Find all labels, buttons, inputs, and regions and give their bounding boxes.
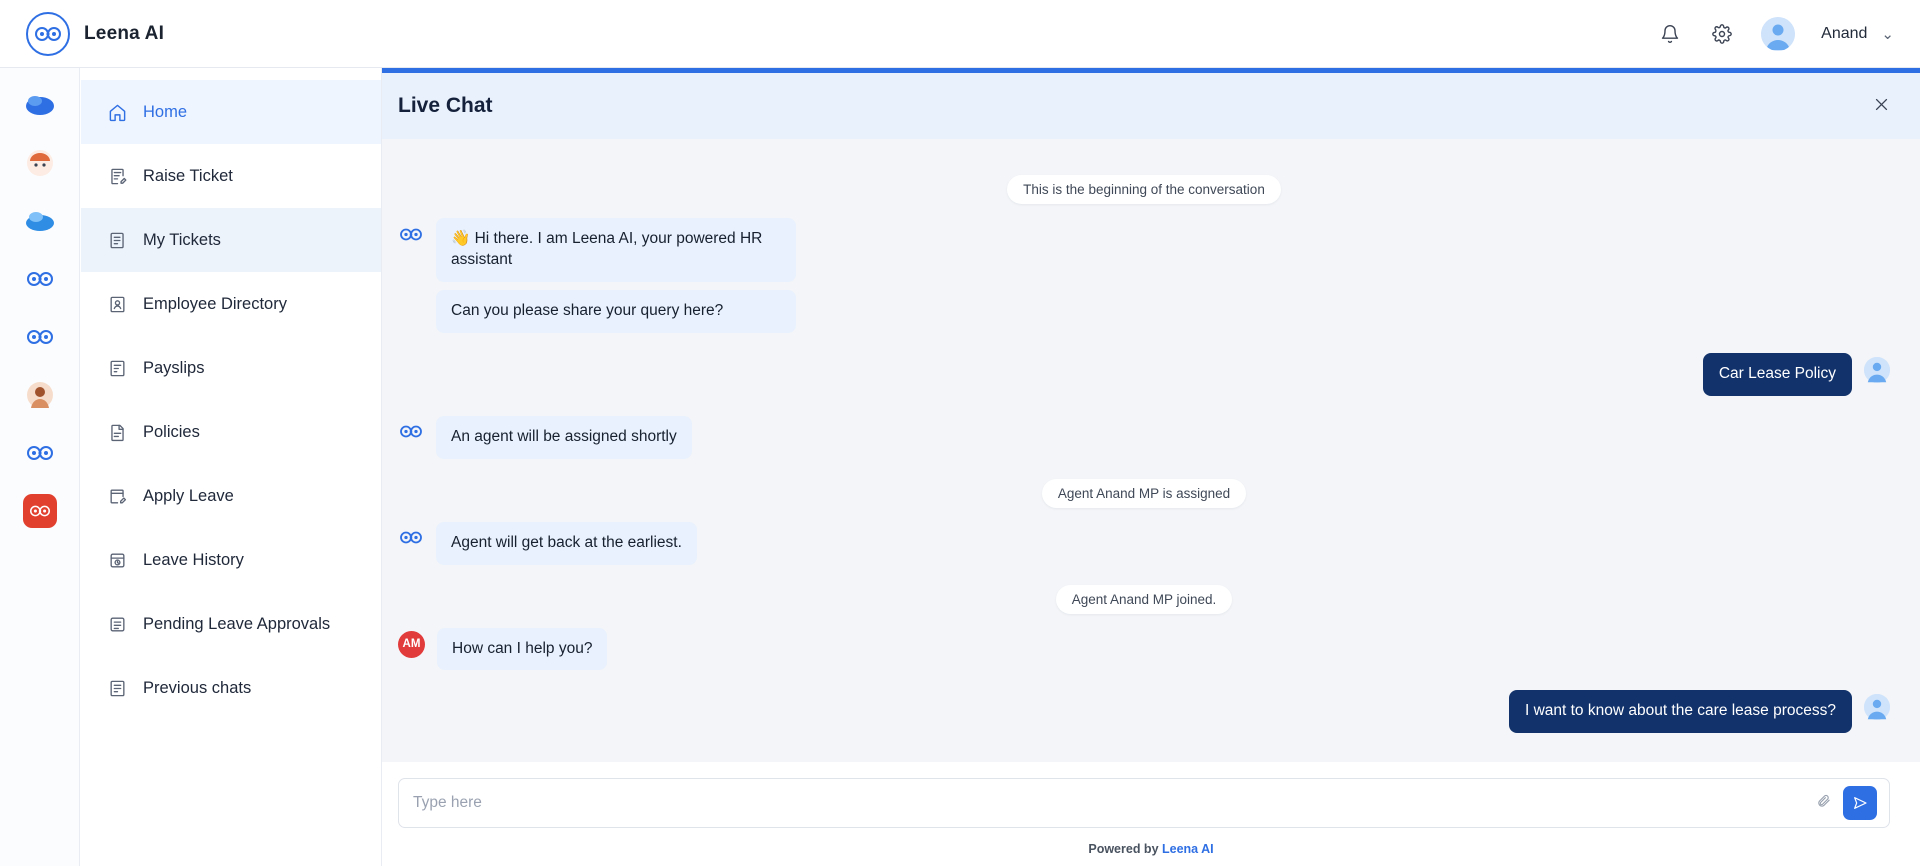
powered-by (382, 834, 1920, 866)
brand-name: Leena AI (84, 22, 165, 44)
previous-chats-icon (107, 678, 127, 698)
leena-bot-glyph (35, 25, 61, 43)
rail-item-6[interactable] (21, 376, 59, 414)
sidebar-item-payslips[interactable] (81, 336, 381, 400)
message-bubble: Can you please share your query here? (436, 290, 796, 333)
chat-composer-area (382, 762, 1920, 834)
top-bar (0, 0, 1920, 68)
sidebar-item-raise-ticket[interactable] (81, 144, 381, 208)
sidebar-item-label: My Tickets (143, 230, 221, 249)
pending-approvals-icon (107, 614, 127, 634)
app-rail (0, 68, 80, 866)
leena-ai-link[interactable]: Leena AI (1162, 842, 1214, 856)
user-avatar-icon (1864, 694, 1890, 720)
message-bubble: Car Lease Policy (1703, 353, 1852, 396)
agent-avatar: AM (398, 631, 425, 658)
user-avatar-icon (1761, 17, 1795, 51)
sidebar-nav (81, 68, 382, 866)
sidebar-item-policies[interactable] (81, 400, 381, 464)
rail-item-2[interactable] (21, 144, 59, 182)
sidebar-item-label: Payslips (143, 358, 205, 377)
sidebar-item-previous-chats[interactable] (81, 656, 381, 720)
system-pill: Agent Anand MP is assigned (1042, 479, 1246, 508)
page-title: Live Chat (398, 94, 493, 117)
sidebar-item-label: Apply Leave (143, 486, 234, 505)
sidebar-item-label: Policies (143, 422, 200, 441)
chat-composer[interactable] (398, 778, 1890, 828)
rail-item-7[interactable] (21, 434, 59, 472)
sidebar-item-label: Leave History (143, 550, 244, 569)
rail-item-8[interactable] (21, 492, 59, 530)
leave-history-icon (107, 550, 127, 570)
rail-item-5[interactable] (21, 318, 59, 356)
live-chat-panel (382, 68, 1920, 866)
leena-bot-icon (398, 525, 424, 551)
conversation-start-notice (398, 175, 1890, 204)
message-user-car-lease-policy (398, 353, 1890, 396)
directory-icon (107, 294, 127, 314)
system-pill: Agent Anand MP joined. (1056, 585, 1233, 614)
send-button[interactable] (1843, 786, 1877, 820)
leena-bot-icon (398, 221, 424, 247)
chevron-down-icon[interactable]: ⌄ (1881, 25, 1894, 43)
payslip-icon (107, 358, 127, 378)
chat-message-list[interactable] (382, 139, 1920, 762)
gear-icon[interactable] (1709, 21, 1735, 47)
brand[interactable] (26, 12, 164, 56)
sidebar-item-label: Raise Ticket (143, 166, 233, 185)
tickets-icon (107, 230, 127, 250)
bell-icon[interactable] (1657, 21, 1683, 47)
powered-by-text: Powered by (1088, 842, 1162, 856)
close-icon[interactable] (1873, 95, 1890, 117)
message-user-car-lease-process (398, 690, 1890, 733)
policy-icon (107, 422, 127, 442)
sidebar-item-apply-leave[interactable] (81, 464, 381, 528)
message-bubble: An agent will be assigned shortly (436, 416, 692, 459)
apply-leave-icon (107, 486, 127, 506)
sidebar-item-home[interactable] (81, 80, 381, 144)
sidebar-item-my-tickets[interactable] (81, 208, 381, 272)
message-bot-agent-assigned-soon (398, 416, 1890, 459)
sidebar-item-employee-directory[interactable] (81, 272, 381, 336)
rail-item-1[interactable] (21, 86, 59, 124)
rail-item-3[interactable] (21, 202, 59, 240)
sidebar-item-label: Pending Leave Approvals (143, 614, 331, 633)
user-avatar-icon (1864, 357, 1890, 383)
message-input[interactable] (413, 794, 1816, 812)
message-agent-how-can-i-help (398, 628, 1890, 671)
message-bubble: 👋 Hi there. I am Leena AI, your powered HR assistant (436, 218, 796, 282)
message-bot-get-back (398, 522, 1890, 565)
sidebar-item-label: Previous chats (143, 678, 252, 697)
user-name: Anand (1821, 24, 1868, 42)
sidebar-item-leave-history[interactable] (81, 528, 381, 592)
message-bot-greeting (398, 218, 1890, 333)
chat-header (382, 73, 1920, 139)
message-bubble: Agent will get back at the earliest. (436, 522, 697, 565)
system-pill: This is the beginning of the conversation (1007, 175, 1281, 204)
system-agent-joined (398, 585, 1890, 614)
sidebar-item-pending-leave-approvals[interactable] (81, 592, 381, 656)
sidebar-item-label: Home (143, 102, 188, 121)
top-bar-right (1657, 17, 1894, 51)
avatar[interactable] (1761, 17, 1795, 51)
message-bubble: I want to know about the care lease process? (1509, 690, 1852, 733)
rail-item-4[interactable] (21, 260, 59, 298)
system-agent-assigned (398, 479, 1890, 508)
sidebar-item-label: Employee Directory (143, 294, 287, 313)
message-bubble: How can I help you? (437, 628, 607, 671)
leena-logo-icon (26, 12, 70, 56)
leena-bot-icon (398, 419, 424, 445)
ticket-edit-icon (107, 166, 127, 186)
paperclip-icon[interactable] (1816, 793, 1831, 813)
home-icon (107, 102, 127, 122)
